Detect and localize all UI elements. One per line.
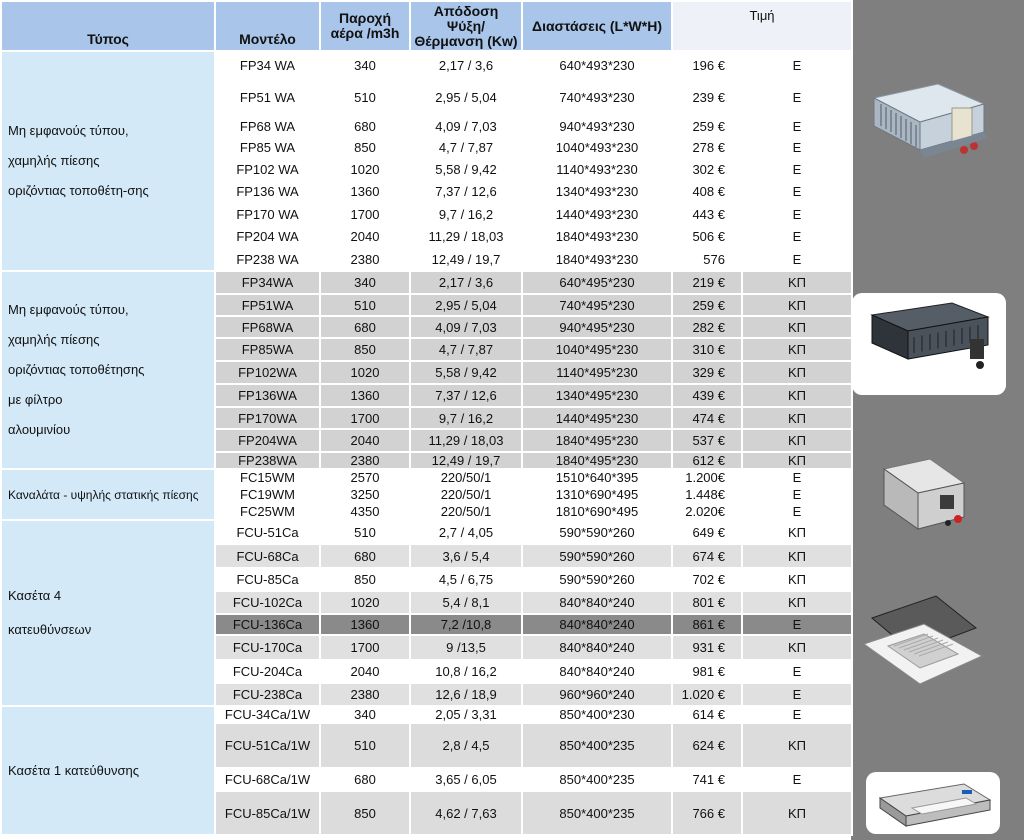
performance-cell: 5,58 / 9,42: [410, 361, 522, 384]
code-cell: ΚΠ: [742, 338, 852, 361]
performance-cell: 220/50/1: [410, 486, 522, 503]
code-cell: Ε: [742, 180, 852, 203]
model-cell: FP68 WA: [215, 116, 320, 136]
dimensions-cell: 1340*495*230: [522, 384, 672, 407]
header-type: Τύπος: [1, 1, 215, 51]
airflow-cell: 850: [320, 568, 410, 591]
price-cell: 861 €: [672, 614, 742, 635]
airflow-cell: 340: [320, 271, 410, 294]
performance-cell: 9,7 / 16,2: [410, 203, 522, 225]
performance-cell: 4,62 / 7,63: [410, 791, 522, 835]
header-performance: [410, 1, 522, 51]
price-cell: 310 €: [672, 338, 742, 361]
dimensions-cell: 740*495*230: [522, 294, 672, 316]
code-cell: Ε: [742, 660, 852, 683]
price-cell: 576: [672, 248, 742, 271]
header-performance-main: Απόδοση: [433, 2, 499, 19]
model-cell: FP204 WA: [215, 225, 320, 248]
performance-cell: 220/50/1: [410, 503, 522, 520]
airflow-cell: 850: [320, 136, 410, 158]
price-cell: 219 €: [672, 271, 742, 294]
dimensions-cell: 840*840*240: [522, 660, 672, 683]
group-3: [1, 469, 852, 520]
code-cell: ΚΠ: [742, 429, 852, 452]
price-cell: 931 €: [672, 635, 742, 660]
performance-cell: 9,7 / 16,2: [410, 407, 522, 429]
airflow-cell: 1360: [320, 614, 410, 635]
airflow-cell: 1020: [320, 158, 410, 180]
price-cell: 649 €: [672, 520, 742, 544]
dimensions-cell: 850*400*235: [522, 723, 672, 768]
performance-cell: 7,37 / 12,6: [410, 384, 522, 407]
airflow-cell: 680: [320, 544, 410, 568]
dimensions-cell: 1510*640*395: [522, 469, 672, 486]
airflow-cell: 2380: [320, 683, 410, 706]
model-cell: FP85WA: [215, 338, 320, 361]
group-1: [1, 51, 852, 271]
model-cell: FP238WA: [215, 452, 320, 469]
type-line: χαμηλής πίεσης: [8, 332, 100, 347]
dimensions-cell: 590*590*260: [522, 544, 672, 568]
type-line: οριζόντιας τοποθέτησης: [8, 362, 145, 377]
performance-cell: 2,17 / 3,6: [410, 271, 522, 294]
code-cell: Ε: [742, 706, 852, 723]
code-cell: ΚΠ: [742, 591, 852, 614]
airflow-cell: 2380: [320, 248, 410, 271]
code-cell: ΚΠ: [742, 294, 852, 316]
model-cell: FP34 WA: [215, 51, 320, 79]
performance-cell: 4,5 / 6,75: [410, 568, 522, 591]
price-cell: 443 €: [672, 203, 742, 225]
performance-cell: 12,49 / 19,7: [410, 248, 522, 271]
model-cell: FCU-68Ca/1W: [215, 768, 320, 791]
table-row: [1, 469, 852, 486]
performance-cell: 4,7 / 7,87: [410, 136, 522, 158]
price-cell: 282 €: [672, 316, 742, 338]
code-cell: ΚΠ: [742, 791, 852, 835]
code-cell: Ε: [742, 248, 852, 271]
model-cell: FCU-102Ca: [215, 591, 320, 614]
airflow-cell: 2380: [320, 452, 410, 469]
performance-cell: 7,2 /10,8: [410, 614, 522, 635]
price-cell: 239 €: [672, 79, 742, 116]
price-cell: 981 €: [672, 660, 742, 683]
high-static-duct-unit-image: [878, 455, 976, 535]
price-cell: 702 €: [672, 568, 742, 591]
price-cell: 741 €: [672, 768, 742, 791]
header-model: Μοντέλο: [215, 1, 320, 51]
concealed-duct-filter-unit-image: [852, 293, 1006, 395]
airflow-cell: 2040: [320, 660, 410, 683]
airflow-cell: 1360: [320, 180, 410, 203]
dimensions-cell: 1040*495*230: [522, 338, 672, 361]
type-line: κατευθύνσεων: [8, 622, 92, 637]
price-cell: 278 €: [672, 136, 742, 158]
performance-cell: 4,09 / 7,03: [410, 316, 522, 338]
type-line: Κασέτα 1 κατεύθυνσης: [8, 762, 140, 778]
type-line: Μη εμφανούς τύπου,: [8, 302, 129, 317]
price-cell: 474 €: [672, 407, 742, 429]
airflow-cell: 1360: [320, 384, 410, 407]
product-illustration: [858, 297, 998, 382]
price-cell: 537 €: [672, 429, 742, 452]
type-cell: [1, 469, 215, 520]
header-price: Τιμή: [672, 1, 852, 51]
model-cell: FC25WM: [215, 503, 320, 520]
price-cell: 259 €: [672, 294, 742, 316]
type-line: χαμηλής πίεσης: [8, 153, 100, 168]
model-cell: FC15WM: [215, 469, 320, 486]
dimensions-cell: 1840*493*230: [522, 248, 672, 271]
performance-cell: 220/50/1: [410, 469, 522, 486]
airflow-cell: 680: [320, 316, 410, 338]
model-cell: FCU-204Ca: [215, 660, 320, 683]
model-cell: FP51WA: [215, 294, 320, 316]
model-cell: FCU-68Ca: [215, 544, 320, 568]
code-cell: ΚΠ: [742, 452, 852, 469]
dimensions-cell: 590*590*260: [522, 520, 672, 544]
dimensions-cell: 940*493*230: [522, 116, 672, 136]
airflow-cell: 1700: [320, 407, 410, 429]
airflow-cell: 510: [320, 294, 410, 316]
table-row: [1, 520, 852, 544]
header-row: [1, 1, 852, 51]
model-cell: FP170 WA: [215, 203, 320, 225]
model-cell: FP204WA: [215, 429, 320, 452]
model-cell: FP136WA: [215, 384, 320, 407]
model-cell: FCU-238Ca: [215, 683, 320, 706]
code-cell: ΚΠ: [742, 723, 852, 768]
code-cell: ΚΠ: [742, 316, 852, 338]
dimensions-cell: 850*400*235: [522, 768, 672, 791]
dimensions-cell: 1840*495*230: [522, 452, 672, 469]
type-line: Μη εμφανούς τύπου,: [8, 123, 129, 138]
dimensions-cell: 840*840*240: [522, 614, 672, 635]
performance-cell: 2,95 / 5,04: [410, 294, 522, 316]
airflow-cell: 3250: [320, 486, 410, 503]
group-2: [1, 271, 852, 469]
product-illustration: [858, 588, 986, 701]
performance-cell: 5,58 / 9,42: [410, 158, 522, 180]
dimensions-cell: 1440*495*230: [522, 407, 672, 429]
code-cell: Ε: [742, 51, 852, 79]
price-cell: 259 €: [672, 116, 742, 136]
product-illustration: [866, 78, 996, 173]
performance-cell: 12,49 / 19,7: [410, 452, 522, 469]
performance-cell: 7,37 / 12,6: [410, 180, 522, 203]
code-cell: Ε: [742, 614, 852, 635]
model-cell: FC19WM: [215, 486, 320, 503]
airflow-cell: 340: [320, 51, 410, 79]
group-4: [1, 520, 852, 706]
dimensions-cell: 640*495*230: [522, 271, 672, 294]
dimensions-cell: 840*840*240: [522, 635, 672, 660]
model-cell: FP136 WA: [215, 180, 320, 203]
code-cell: ΚΠ: [742, 384, 852, 407]
table-row: [1, 51, 852, 79]
header-dimensions: Διαστάσεις (L*W*H): [522, 1, 672, 51]
dimensions-cell: 1310*690*495: [522, 486, 672, 503]
type-line: Καναλάτα - υψηλής στατικής πίεσης: [8, 487, 199, 502]
dimensions-cell: 1140*495*230: [522, 361, 672, 384]
table-row: [1, 706, 852, 723]
code-cell: Ε: [742, 158, 852, 180]
code-cell: ΚΠ: [742, 271, 852, 294]
code-cell: ΚΠ: [742, 407, 852, 429]
code-cell: Ε: [742, 486, 852, 503]
code-cell: Ε: [742, 503, 852, 520]
performance-cell: 2,17 / 3,6: [410, 51, 522, 79]
performance-cell: 10,8 / 16,2: [410, 660, 522, 683]
airflow-cell: 1020: [320, 361, 410, 384]
dimensions-cell: 640*493*230: [522, 51, 672, 79]
type-cell: [1, 706, 215, 835]
model-cell: FP170WA: [215, 407, 320, 429]
code-cell: Ε: [742, 225, 852, 248]
code-cell: Ε: [742, 79, 852, 116]
four-way-cassette-image: [858, 588, 986, 696]
product-illustration: [878, 455, 976, 540]
price-cell: 1.200€: [672, 469, 742, 486]
airflow-cell: 850: [320, 338, 410, 361]
price-cell: 196 €: [672, 51, 742, 79]
dimensions-cell: 850*400*235: [522, 791, 672, 835]
price-cell: 2.020€: [672, 503, 742, 520]
price-cell: 506 €: [672, 225, 742, 248]
code-cell: Ε: [742, 469, 852, 486]
type-line: με φίλτρο: [8, 392, 63, 407]
model-cell: FP85 WA: [215, 136, 320, 158]
type-line: οριζόντιας τοποθέτη-σης: [8, 183, 149, 198]
code-cell: Ε: [742, 136, 852, 158]
performance-cell: 11,29 / 18,03: [410, 429, 522, 452]
dimensions-cell: 960*960*240: [522, 683, 672, 706]
model-cell: FP51 WA: [215, 79, 320, 116]
price-cell: 801 €: [672, 591, 742, 614]
airflow-cell: 1700: [320, 203, 410, 225]
performance-cell: 3,65 / 6,05: [410, 768, 522, 791]
code-cell: Ε: [742, 116, 852, 136]
type-cell: [1, 271, 215, 469]
airflow-cell: 2040: [320, 225, 410, 248]
airflow-cell: 850: [320, 791, 410, 835]
performance-cell: 11,29 / 18,03: [410, 225, 522, 248]
airflow-cell: 510: [320, 79, 410, 116]
price-cell: 408 €: [672, 180, 742, 203]
price-cell: 439 €: [672, 384, 742, 407]
model-cell: FCU-170Ca: [215, 635, 320, 660]
table-row: [1, 271, 852, 294]
dimensions-cell: 1140*493*230: [522, 158, 672, 180]
dimensions-cell: 850*400*230: [522, 706, 672, 723]
code-cell: Ε: [742, 203, 852, 225]
code-cell: Ε: [742, 768, 852, 791]
performance-cell: 9 /13,5: [410, 635, 522, 660]
dimensions-cell: 740*493*230: [522, 79, 672, 116]
price-cell: 329 €: [672, 361, 742, 384]
airflow-cell: 2570: [320, 469, 410, 486]
performance-cell: 12,6 / 18,9: [410, 683, 522, 706]
performance-cell: 2,8 / 4,5: [410, 723, 522, 768]
group-5: [1, 706, 852, 835]
code-cell: ΚΠ: [742, 635, 852, 660]
performance-cell: 3,6 / 5,4: [410, 544, 522, 568]
airflow-cell: 680: [320, 768, 410, 791]
type-line: αλουμινίου: [8, 422, 71, 437]
code-cell: Ε: [742, 683, 852, 706]
performance-cell: 4,7 / 7,87: [410, 338, 522, 361]
model-cell: FCU-85Ca: [215, 568, 320, 591]
dimensions-cell: 1440*493*230: [522, 203, 672, 225]
model-cell: FCU-51Ca/1W: [215, 723, 320, 768]
dimensions-cell: 840*840*240: [522, 591, 672, 614]
model-cell: FCU-51Ca: [215, 520, 320, 544]
model-cell: FP238 WA: [215, 248, 320, 271]
code-cell: ΚΠ: [742, 520, 852, 544]
price-cell: 766 €: [672, 791, 742, 835]
product-illustration: [872, 776, 996, 837]
code-cell: ΚΠ: [742, 361, 852, 384]
one-way-cassette-image: [866, 772, 1000, 834]
price-cell: 674 €: [672, 544, 742, 568]
header-airflow: Παροχή αέρα /m3h: [320, 1, 410, 51]
performance-cell: 4,09 / 7,03: [410, 116, 522, 136]
model-cell: FP102 WA: [215, 158, 320, 180]
airflow-cell: 340: [320, 706, 410, 723]
price-cell: 1.448€: [672, 486, 742, 503]
model-cell: FP34WA: [215, 271, 320, 294]
airflow-cell: 680: [320, 116, 410, 136]
airflow-cell: 1700: [320, 635, 410, 660]
dimensions-cell: 1840*493*230: [522, 225, 672, 248]
airflow-cell: 4350: [320, 503, 410, 520]
price-cell: 1.020 €: [672, 683, 742, 706]
type-cell: [1, 520, 215, 706]
code-cell: ΚΠ: [742, 568, 852, 591]
code-cell: ΚΠ: [742, 544, 852, 568]
performance-cell: 2,7 / 4,05: [410, 520, 522, 544]
airflow-cell: 1020: [320, 591, 410, 614]
price-cell: 614 €: [672, 706, 742, 723]
type-cell: [1, 51, 215, 271]
performance-cell: 2,05 / 3,31: [410, 706, 522, 723]
dimensions-cell: 1340*493*230: [522, 180, 672, 203]
header-performance-sub: Ψύξη/ Θέρμανση (Kw): [414, 17, 518, 49]
dimensions-cell: 1040*493*230: [522, 136, 672, 158]
dimensions-cell: 590*590*260: [522, 568, 672, 591]
performance-cell: 5,4 / 8,1: [410, 591, 522, 614]
performance-cell: 2,95 / 5,04: [410, 79, 522, 116]
dimensions-cell: 1840*495*230: [522, 429, 672, 452]
airflow-cell: 510: [320, 520, 410, 544]
model-cell: FP68WA: [215, 316, 320, 338]
type-line: Κασέτα 4: [8, 588, 62, 603]
price-cell: 612 €: [672, 452, 742, 469]
airflow-cell: 510: [320, 723, 410, 768]
price-cell: 624 €: [672, 723, 742, 768]
concealed-duct-unit-image: [866, 78, 996, 168]
dimensions-cell: 940*495*230: [522, 316, 672, 338]
dimensions-cell: 1810*690*495: [522, 503, 672, 520]
price-cell: 302 €: [672, 158, 742, 180]
model-cell: FCU-34Ca/1W: [215, 706, 320, 723]
model-cell: FP102WA: [215, 361, 320, 384]
model-cell: FCU-85Ca/1W: [215, 791, 320, 835]
model-cell: FCU-136Ca: [215, 614, 320, 635]
airflow-cell: 2040: [320, 429, 410, 452]
